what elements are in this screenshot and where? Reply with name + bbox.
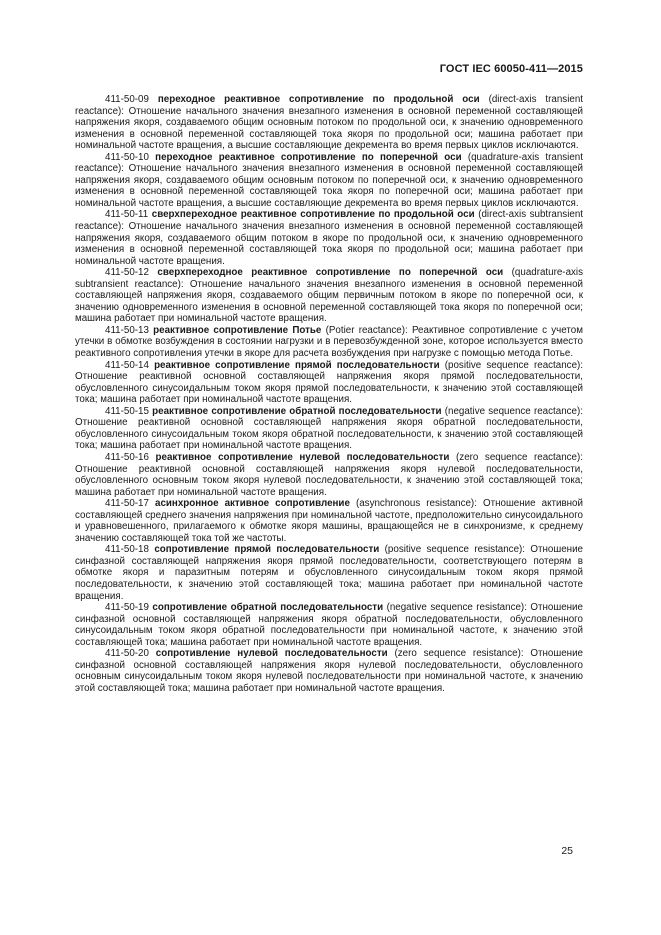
glossary-entry — [75, 152, 583, 210]
entry-term: асинхронное активное сопротивление — [155, 498, 350, 510]
entry-definition: (zero sequence reactance): Отношение реактивной основной составляющей напряжения якоря нулевой последовательности, обусловленного основным током якоря нулевой последовательности, к значению этой составляющей тока; машина работает при номинальной частоте вращения. — [75, 451, 583, 498]
entry-definition: (direct-axis subtransient reactance): Отношение начального значения внезапного изменения в основной переменной составляющей напряжения якоря, создаваемого общим потоком в якоре по продольной оси, к значению одновременного изменения в основной переменной составляющей тока якоря по продольной оси; машина работает при номинальной частоте вращения. — [75, 209, 583, 267]
entry-number: 411-50-18 — [105, 544, 149, 556]
entry-number: 411-50-19 — [105, 602, 149, 614]
entry-term: реактивное сопротивление обратной последовательности — [152, 405, 442, 417]
entry-number: 411-50-16 — [105, 451, 149, 463]
document-header: ГОСТ IEC 60050-411—2015 — [439, 63, 583, 75]
entry-number: 411-50-12 — [105, 267, 149, 279]
entry-definition: (direct-axis transient reactance): Отношение начального значения внезапного изменения в основной переменной составляющей напряжения якоря, создаваемого общим основным потоком по продольной оси, к значению одновременного изменения в основной переменной составляющей тока якоря по продольной оси; машина работает при номинальной частоте вращения, а высшие составляющие декремента во время первых циклов исключаются. — [75, 94, 583, 152]
entry-definition: (negative sequence resistance): Отношение синфазной основной составляющей напряжения якоря обратной последовательности, обусловленного синусоидальным током якоря обратной последовательности при номинальной частоте, к значению этой составляющей тока; машина работает при номинальной частоте вращения. — [75, 602, 583, 648]
glossary-entry — [75, 325, 583, 360]
entry-number: 411-50-10 — [105, 151, 149, 163]
entry-term: сопротивление нулевой последовательности — [155, 648, 388, 660]
entry-definition: (zero sequence resistance): Отношение синфазной основной составляющей напряжения якоря нулевой последовательности, обусловленного основным синусоидальным током якоря нулевой последовательности при номинальной частоте, к значению этой составляющей тока; машина работает при номинальной частоте вращения. — [75, 648, 583, 694]
glossary-entry — [75, 94, 583, 152]
glossary-entry — [75, 544, 583, 602]
page-number: 25 — [561, 845, 573, 857]
entry-definition: (positive sequence reactance): Отношение реактивной основной составляющей напряжения якоря прямой последовательности, обусловленного синусоидальным током якоря прямой последовательности, к значению этой составляющей тока; машина работает при номинальной частоте вращения. — [75, 359, 583, 406]
entry-definition: (quadrature-axis transient reactance): Отношение начального значения внезапного изменения в основной переменной составляющей напряжения якоря, создаваемого общим основным потоком по поперечной оси, к значению одновременного изменения в основной переменной составляющей тока якоря по поперечной оси; машина работает при номинальной частоте вращения, а высшие составляющие декремента во время первых циклов исключаются. — [75, 151, 583, 209]
entry-term: реактивное сопротивление нулевой последовательности — [155, 451, 450, 463]
glossary-entry — [75, 360, 583, 406]
entry-number: 411-50-14 — [105, 359, 149, 371]
entry-term: сверхпереходное реактивное сопротивление по продольной оси — [151, 209, 475, 221]
entry-definition: (asynchronous resistance): Отношение активной составляющей среднего значения напряжения при номинальной частоте, предположительно синусоидального и уравновешенного, прилагаемого к обмотке якоря машины, вращающейся не в синхронизме, к среднему значению составляющей тока той же частоты. — [75, 498, 583, 544]
entry-number: 411-50-09 — [105, 94, 149, 105]
glossary-entry — [75, 406, 583, 452]
glossary-body — [75, 94, 583, 694]
entry-term: переходное реактивное сопротивление по продольной оси — [157, 94, 480, 105]
glossary-entry — [75, 602, 583, 648]
entry-number: 411-50-13 — [105, 324, 149, 336]
entry-definition: (Potier reactance): Реактивное сопротивление с учетом утечки в обмотке возбуждения в состоянии нагрузки и в перевозбужденной зоне, которое используется вместо реактивного сопротивления утечки в якоре для расчета возбуждения при нагрузке с помощью метода Потье. — [75, 324, 583, 360]
entry-term: переходное реактивное сопротивление по поперечной оси — [155, 151, 462, 163]
glossary-entry — [75, 209, 583, 267]
entry-number: 411-50-17 — [105, 498, 149, 510]
glossary-entry — [75, 267, 583, 325]
entry-term: реактивное сопротивление прямой последовательности — [154, 359, 440, 371]
glossary-entry — [75, 452, 583, 498]
glossary-entry — [75, 498, 583, 544]
entry-term: сопротивление прямой последовательности — [154, 544, 380, 556]
entry-definition: (positive sequence resistance): Отношение синфазной составляющей напряжения якоря прямой последовательности, соответствующего потерям в обмотке якоря и паразитным потерям и обусловленного синусоидальным током якоря прямой последовательности, к значению этой составляющей тока; машина работает при номинальной частоте вращения. — [75, 544, 583, 602]
glossary-entry — [75, 648, 583, 694]
entry-number: 411-50-15 — [105, 405, 149, 417]
entry-term: реактивное сопротивление Потье — [153, 324, 322, 336]
entry-term: сопротивление обратной последовательности — [152, 602, 384, 614]
entry-definition: (negative sequence reactance): Отношение реактивной основной составляющей напряжения якоря обратной последовательности, обусловленного синусоидальным током якоря обратной последовательности, к значению этой составляющей тока; машина работает при номинальной частоте вращения. — [75, 405, 583, 452]
entry-definition: (quadrature-axis subtransient reactance): Отношение начального значения внезапного изменения в основной переменной составляющей напряжения якоря, создаваемого общим первичным потоком в якоре по поперечной оси, к значению одновременного изменения в основной переменной составляющей тока якоря по поперечной оси; машина работает при номинальной частоте вращения. — [75, 267, 583, 325]
entry-number: 411-50-20 — [105, 648, 149, 660]
entry-term: сверхпереходное реактивное сопротивление по поперечной оси — [157, 267, 504, 279]
entry-number: 411-50-11 — [105, 209, 149, 221]
